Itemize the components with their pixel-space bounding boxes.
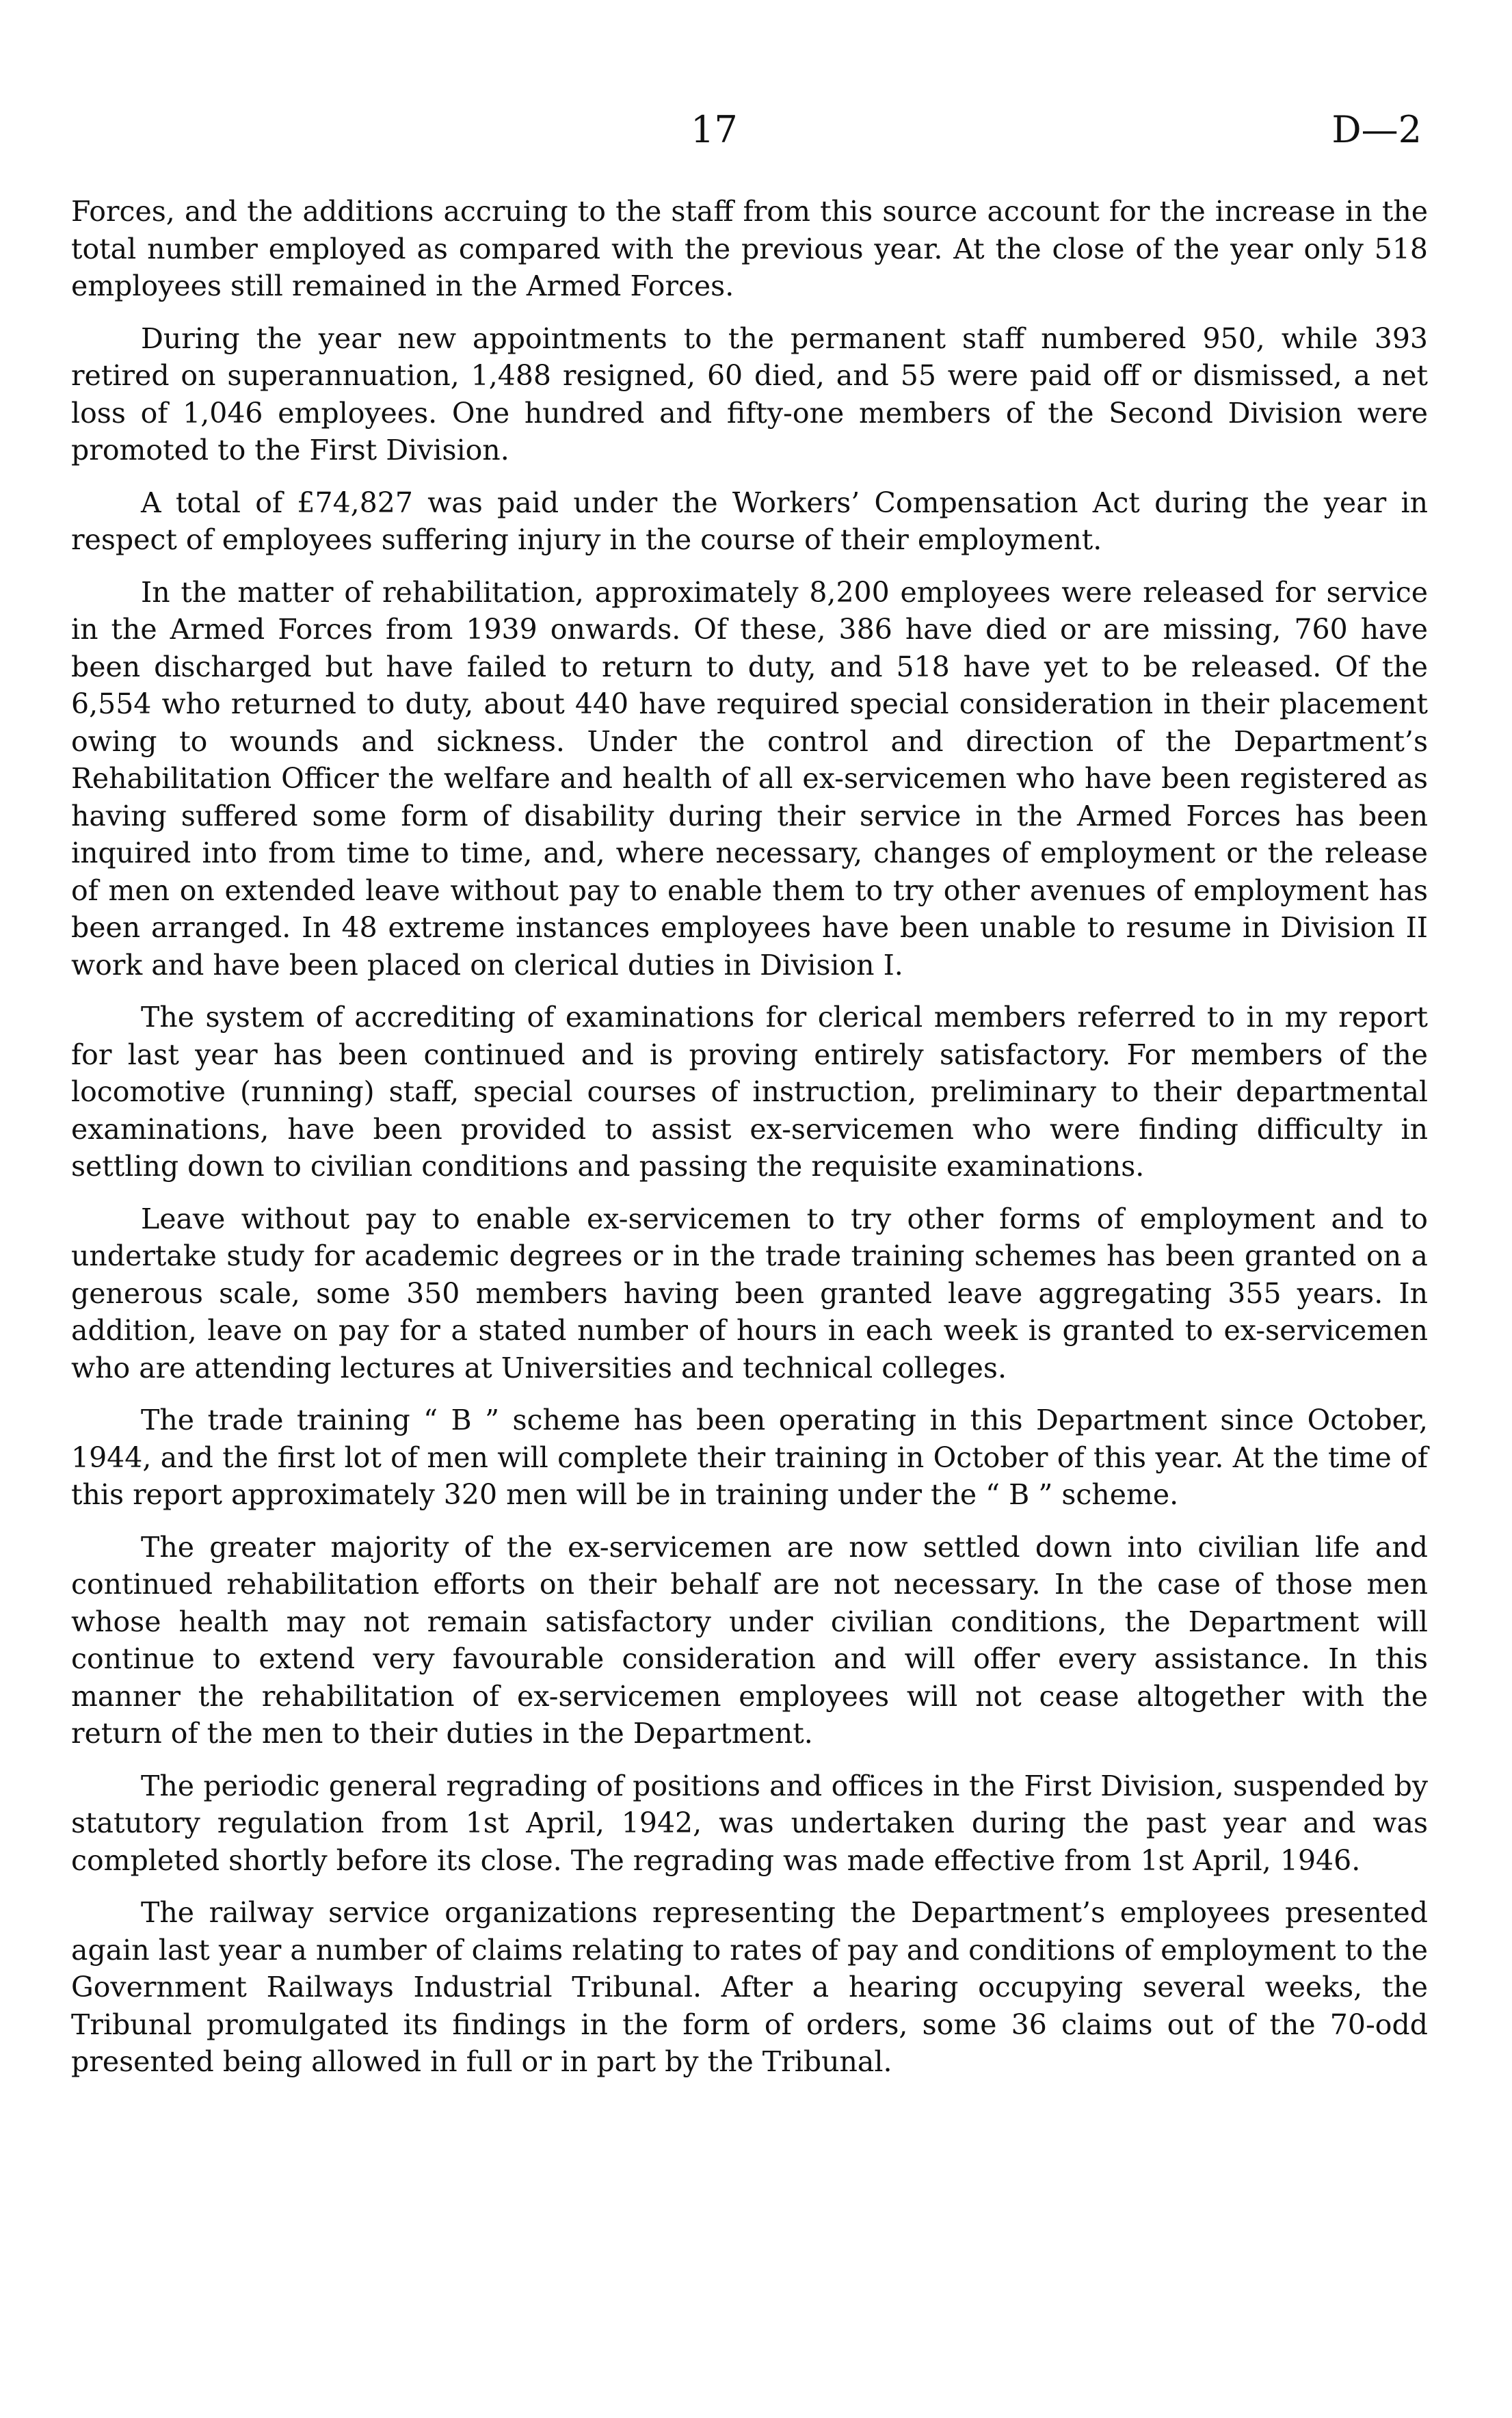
page-header [0, 0, 1512, 164]
paragraph-regrading: The periodic general regrading of positions and offices in the First Division, suspended by statutory regulation from 1st April, 1942, was undertaken during the past year and was completed shortly before its close. The regrading was made effective from 1st April, 1946. [71, 1769, 1428, 1877]
paragraph-examinations: The system of accrediting of examinations for clerical members referred to in my report for last year has been continued and is proving entirely satisfactory. For members of the locomotive (running) staff, special courses of instruction, preliminary to their departmental examinations, have been provided to assist ex-servicemen who were finding difficulty in settling down to civilian conditions and passing the requisite examinations. [71, 1001, 1428, 1183]
document-reference: D—2 [1331, 108, 1422, 151]
body-text [71, 193, 1428, 2096]
paragraph-ex-servicemen-settled: The greater majority of the ex-servicemen are now settled down into civilian life and continued rehabilitation efforts on their behalf are not necessary. In the case of those men whose health may not remain satisfactory under civilian conditions, the Department will continue to extend very favourable consideration and will offer every assistance. In this manner the rehabilitation of ex-servicemen employees will not cease altogether with the return of the men to their duties in the Department. [71, 1530, 1428, 1750]
paragraph-rehabilitation: In the matter of rehabilitation, approximately 8,200 employees were released for service in the Armed Forces from 1939 onwards. Of these, 386 have died or are missing, 760 have been discharged but have failed to return to duty, and 518 have yet to be released. Of the 6,554 who returned to duty, about 440 have required special consideration in their placement owing to wounds and sickness. Under the control and direction of the Department’s Rehabilitation Officer the welfare and health of all ex-servicemen who have been registered as having suffered some form of disability during their service in the Armed Forces has been inquired into from time to time, and, where necessary, changes of employment or the release of men on extended leave without pay to enable them to try other avenues of employment has been arranged. In 48 extreme instances employees have been unable to resume in Division II work and have been placed on clerical duties in Division I. [71, 575, 1428, 982]
paragraph-industrial-tribunal: The railway service organizations representing the Department’s employees presented again last year a number of claims relating to rates of pay and conditions of employment to the Government Railways Industrial Tribunal. After a hearing occupying several weeks, the Tribunal promulgated its findings in the form of orders, some 36 claims out of the 70-odd presented being allowed in full or in part by the Tribunal. [71, 1896, 1428, 2078]
page-number: 17 [691, 108, 738, 151]
paragraph-workers-compensation: A total of £74,827 was paid under the Workers’ Compensation Act during the year in respect of employees suffering injury in the course of their employment. [71, 486, 1428, 556]
paragraph-appointments: During the year new appointments to the permanent staff numbered 950, while 393 retired on superannuation, 1,488 resigned, 60 died, and 55 were paid off or dismissed, a net loss of 1,046 employees. One hundred and fifty-one members of the Second Division were promoted to the First Division. [71, 321, 1428, 466]
paragraph-trade-training: The trade training “ B ” scheme has been operating in this Department since October, 1944, and the first lot of men will complete their training in October of this year. At the time of this report approximately 320 men will be in training under the “ B ” scheme. [71, 1404, 1428, 1511]
paragraph-leave-without-pay: Leave without pay to enable ex-servicemen to try other forms of employment and to undertake study for academic degrees or in the trade training schemes has been granted on a generous scale, some 350 members having been granted leave aggregating 355 years. In addition, leave on pay for a stated number of hours in each week is granted to ex-servicemen who are attending lectures at Universities and technical colleges. [71, 1202, 1428, 1384]
paragraph-armed-forces-staff: Forces, and the additions accruing to the staff from this source account for the increase in the total number employed as compared with the previous year. At the close of the year only 518 employees still remained in the Armed Forces. [71, 195, 1428, 302]
